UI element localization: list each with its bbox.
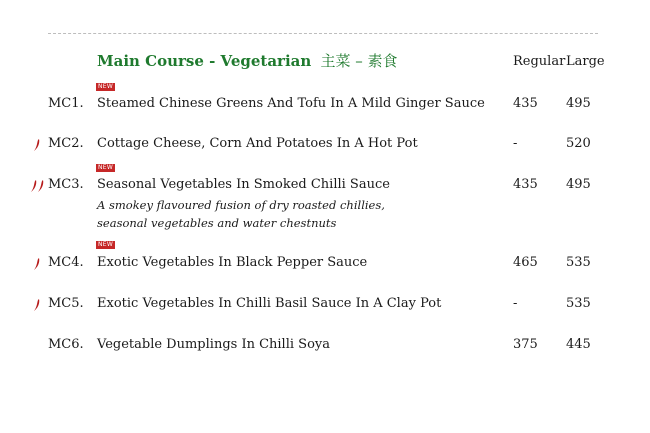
item-name: Seasonal Vegetables In Smoked Chilli Sauce bbox=[97, 177, 390, 192]
menu-item-mc3 bbox=[0, 177, 650, 237]
price-large: 535 bbox=[566, 255, 591, 270]
top-dashed-divider bbox=[48, 33, 598, 34]
new-badge: NEW bbox=[98, 83, 114, 90]
price-regular: 375 bbox=[513, 337, 538, 352]
item-name: Cottage Cheese, Corn And Potatoes In A Hot Pot bbox=[97, 136, 418, 151]
price-regular: 465 bbox=[513, 255, 538, 270]
menu-item-mc6 bbox=[0, 337, 650, 359]
item-description-line1: A smokey flavoured fusion of dry roasted chillies, bbox=[97, 198, 385, 212]
price-large: 495 bbox=[566, 96, 591, 111]
column-header-regular: Regular bbox=[513, 54, 566, 69]
chilli-icon bbox=[30, 179, 46, 193]
item-name: Vegetable Dumplings In Chilli Soya bbox=[97, 337, 330, 352]
price-regular: 435 bbox=[513, 96, 538, 111]
item-code: MC4. bbox=[48, 255, 84, 270]
item-name: Steamed Chinese Greens And Tofu In A Mild Ginger Sauce bbox=[97, 96, 485, 111]
price-large: 520 bbox=[566, 136, 591, 151]
chilli-icon bbox=[32, 298, 42, 312]
section-title bbox=[97, 50, 398, 71]
item-name: Exotic Vegetables In Black Pepper Sauce bbox=[97, 255, 368, 270]
item-description-line2: seasonal vegetables and water chestnuts bbox=[97, 216, 337, 230]
item-code: MC5. bbox=[48, 296, 84, 311]
menu-item-mc4 bbox=[0, 255, 650, 277]
chilli-icon bbox=[32, 138, 42, 152]
price-large: 445 bbox=[566, 337, 591, 352]
price-regular: - bbox=[513, 136, 518, 151]
price-large: 535 bbox=[566, 296, 591, 311]
item-code: MC6. bbox=[48, 337, 84, 352]
section-title-en: Main Course - Vegetarian bbox=[97, 52, 312, 70]
chilli-icon bbox=[32, 257, 42, 271]
section-title-cn: 主菜 – 素食 bbox=[320, 52, 398, 70]
menu-item-mc1 bbox=[0, 96, 650, 118]
menu-item-mc2 bbox=[0, 136, 650, 158]
column-header-large: Large bbox=[566, 54, 605, 69]
item-code: MC1. bbox=[48, 96, 84, 111]
item-code: MC3. bbox=[48, 177, 84, 192]
new-badge: NEW bbox=[98, 241, 114, 248]
item-code: MC2. bbox=[48, 136, 84, 151]
new-badge: NEW bbox=[98, 164, 114, 171]
item-name: Exotic Vegetables In Chilli Basil Sauce In A Clay Pot bbox=[97, 296, 442, 311]
price-large: 495 bbox=[566, 177, 591, 192]
price-regular: - bbox=[513, 296, 518, 311]
price-regular: 435 bbox=[513, 177, 538, 192]
menu-item-mc5 bbox=[0, 296, 650, 318]
